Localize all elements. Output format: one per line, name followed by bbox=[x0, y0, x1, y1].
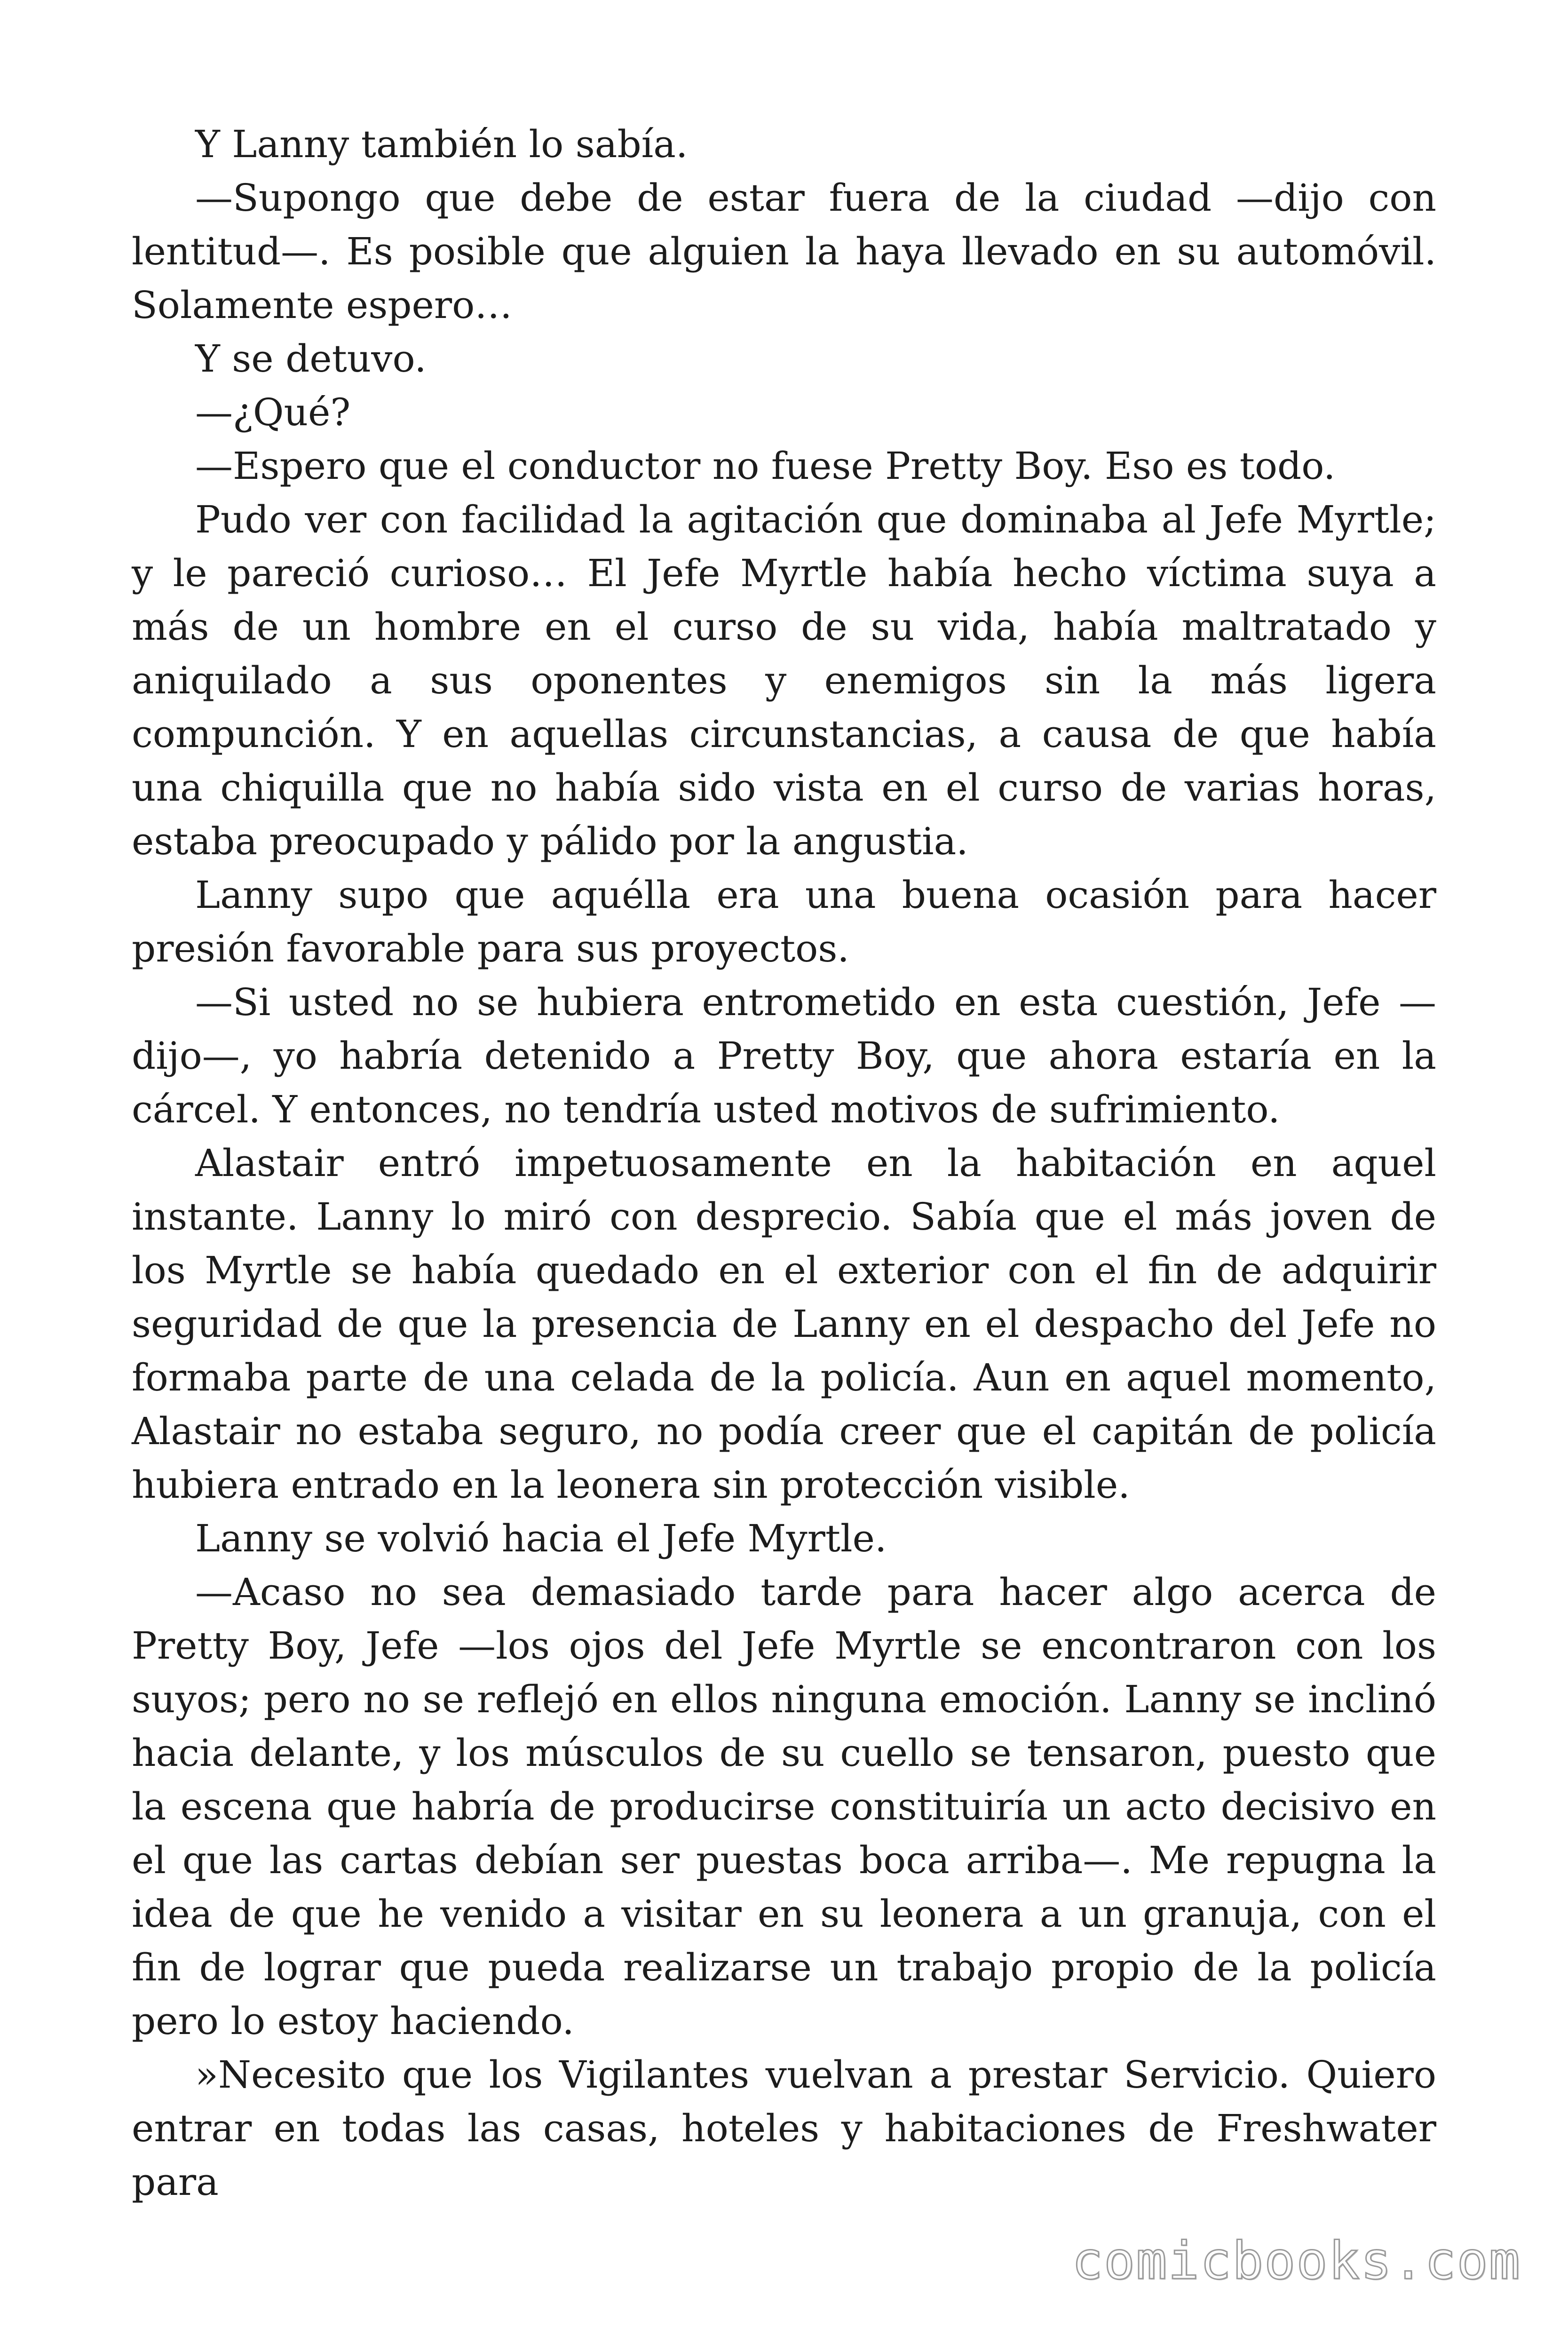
paragraph: —¿Qué? bbox=[195, 390, 351, 434]
paragraph: —Espero que el conductor no fuese Pretty Boy. Eso es todo. bbox=[195, 444, 1336, 488]
paragraph: Lanny supo que aquélla era una buena ocasión para hacer presión favorable para sus proyectos. bbox=[132, 873, 1436, 970]
paragraph: —Acaso no sea demasiado tarde para hacer algo acerca de Pretty Boy, Jefe —los ojos del Jefe Myrtle se encontraron con los suyos; pero no se reflejó en ellos ninguna emoción. Lanny se inclinó hacia delante, y los músculos de su cuello se tensaron, puesto que la escena que habría de producirse constituiría un acto decisivo en el que las cartas debían ser puestas boca arriba—. Me repugna la idea de que he venido a visitar en su leonera a un granuja, con el fin de lograr que pueda realizarse un trabajo propio de la policía pero lo estoy haciendo. bbox=[132, 1570, 1436, 2043]
book-page-text bbox=[132, 118, 1436, 2209]
paragraph: Pudo ver con facilidad la agitación que dominaba al Jefe Myrtle; y le pareció curioso… El Jefe Myrtle había hecho víctima suya a más de un hombre en el curso de su vida, había maltratado y aniquilado a sus oponentes y enemigos sin la más ligera compunción. Y en aquellas circunstancias, a causa de que había una chiquilla que no había sido vista en el curso de varias horas, estaba preocupado y pálido por la angustia. bbox=[132, 498, 1436, 863]
paragraph: Lanny se volvió hacia el Jefe Myrtle. bbox=[195, 1517, 887, 1560]
paragraph: »Necesito que los Vigilantes vuelvan a prestar Servicio. Quiero entrar en todas las casas, hoteles y habitaciones de Freshwater para bbox=[132, 2053, 1436, 2204]
paragraph: Y se detuvo. bbox=[195, 337, 427, 381]
paragraph: Y Lanny también lo sabía. bbox=[195, 122, 688, 166]
paragraph: Alastair entró impetuosamente en la habitación en aquel instante. Lanny lo miró con desprecio. Sabía que el más joven de los Myrtle se había quedado en el exterior con el fin de adquirir seguridad de que la presencia de Lanny en el despacho del Jefe no formaba parte de una celada de la policía. Aun en aquel momento, Alastair no estaba seguro, no podía creer que el capitán de policía hubiera entrado en la leonera sin protección visible. bbox=[132, 1141, 1436, 1507]
paragraph: —Si usted no se hubiera entrometido en esta cuestión, Jefe —dijo—, yo habría detenido a Pretty Boy, que ahora estaría en la cárcel. Y entonces, no tendría usted motivos de sufrimiento. bbox=[132, 980, 1436, 1131]
watermark: comicbooks.com bbox=[1071, 2231, 1521, 2291]
paragraph: —Supongo que debe de estar fuera de la ciudad —dijo con lentitud—. Es posible que alguien la haya llevado en su automóvil. Solamente espero… bbox=[132, 176, 1436, 327]
